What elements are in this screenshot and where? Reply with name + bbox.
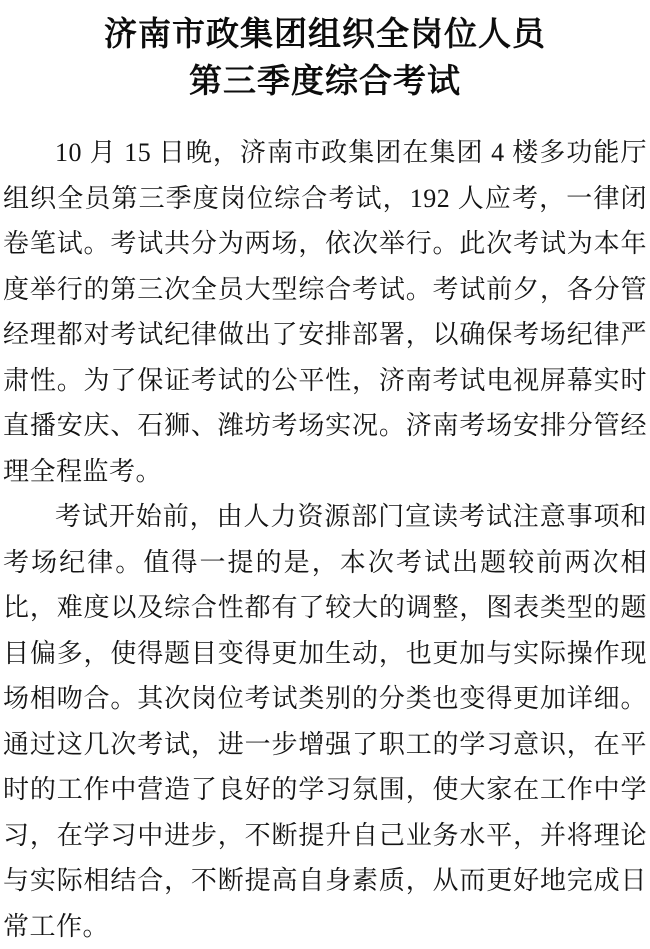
document-title-line-1: 济南市政集团组织全岗位人员 [104,17,546,53]
document-body [3,130,647,949]
paragraph-2: 考试开始前，由人力资源部门宣读考试注意事项和考场纪律。值得一提的是，本次考试出题较前两次相比，难度以及综合性都有了较大的调整，图表类型的题目偏多，使得题目变得更加生动，也更加与实际操作现场相吻合。其次岗位考试类别的分类也变得更加详细。通过这几次考试，进一步增强了职工的学习意识，在平时的工作中营造了良好的学习氛围，使大家在工作中学习，在学习中进步，不断提升自己业务水平，并将理论与实际相结合，不断提高自身素质，从而更好地完成日常工作。 [3,502,647,941]
document-title [3,12,647,106]
document-title-line-2: 第三季度综合考试 [189,64,461,100]
paragraph-1: 10 月 15 日晚，济南市政集团在集团 4 楼多功能厅组织全员第三季度岗位综合考试，192 人应考，一律闭卷笔试。考试共分为两场，依次举行。此次考试为本年度举行的第三次全员大型综合考试。考试前夕，各分管经理都对考试纪律做出了安排部署，以确保考场纪律严肃性。为了保证考试的公平性，济南考试电视屏幕实时直播安庆、石狮、潍坊考场实况。济南考场安排分管经理全程监考。 [3,138,647,486]
